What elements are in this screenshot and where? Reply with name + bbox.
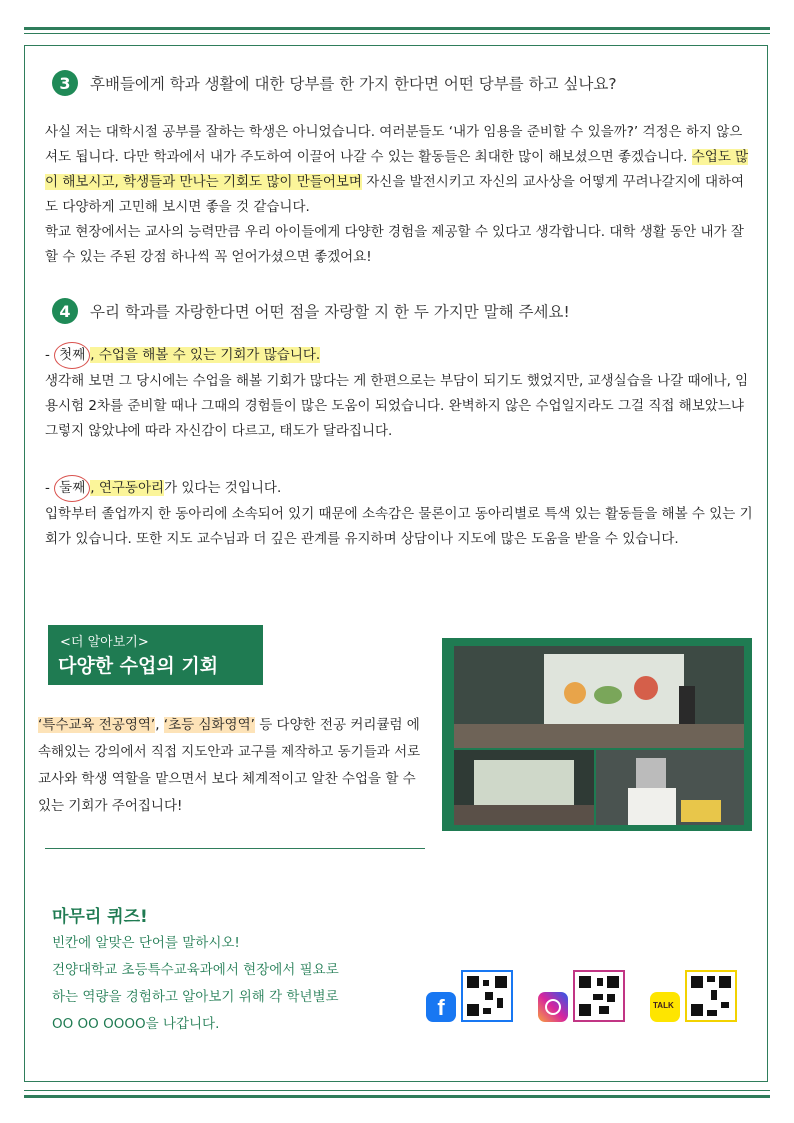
- answer-3: [45, 120, 755, 270]
- bottom-rule-thin: [24, 1090, 770, 1091]
- question-number-badge: 4: [52, 298, 78, 324]
- quiz-line: 빈칸에 알맞은 단어를 말하시오!: [52, 935, 240, 951]
- highlighted-text: , 수업을 해볼 수 있는 기회가 많습니다.: [90, 347, 321, 363]
- learn-more-body: 등 다양한 전공 커리큘럼 에 속해있는 강의에서 직접 지도안과 교구를 제작하고 동기들과 서로 교사와 학생 역할을 맡으면서 보다 체계적이고 알찬 수업을 할 수 있는 기회가 주어집니다!: [38, 717, 421, 814]
- top-rule: [24, 27, 770, 30]
- kakaotalk-qr-code[interactable]: [685, 970, 737, 1022]
- question-text: 우리 학과를 자랑한다면 어떤 점을 자랑할 지 한 두 가지만 말해 주세요!: [90, 303, 570, 321]
- point-heading: [45, 475, 755, 502]
- photo-classroom: [454, 646, 744, 748]
- highlight-tag: ‘초등 심화영역’: [163, 717, 255, 733]
- kakao-label: TALK: [653, 1001, 674, 1010]
- kakaotalk-icon[interactable]: [650, 992, 680, 1022]
- dash: -: [45, 480, 55, 496]
- bottom-rule: [24, 1095, 770, 1098]
- question-3-heading: [52, 70, 617, 96]
- answer-4-first: [45, 342, 755, 444]
- divider: [45, 848, 425, 849]
- top-rule-thin: [24, 33, 770, 34]
- quiz-body: [52, 930, 339, 1038]
- question-text: 후배들에게 학과 생활에 대한 당부를 한 가지 한다면 어떤 당부를 하고 싶나요?: [90, 75, 617, 93]
- quiz-line: OO OO OOOO을 나갑니다.: [52, 1016, 220, 1032]
- point-heading-text: 가 있다는 것입니다.: [164, 480, 282, 496]
- quiz-line: 하는 역량을 경험하고 알아보기 위해 각 학년별로: [52, 989, 339, 1005]
- dash: -: [45, 347, 55, 363]
- photo-presenter: [596, 750, 744, 825]
- circled-word: 첫째: [54, 342, 90, 369]
- highlighted-text: 수업도 많이 해보시고, 학생들과 만나는 기회도 많이 만들어보며: [45, 149, 749, 190]
- learn-more-title: 다양한 수업의 기회: [58, 655, 219, 677]
- point-body: 입학부터 졸업까지 한 동아리에 소속되어 있기 때문에 소속감은 물론이고 동아리별로 특색 있는 활동들을 해볼 수 있는 기회가 있습니다. 또한 지도 교수님과 더 깊은 관계를 유지하며 상담이나 지도에 많은 도움을 받을 수 있습니다.: [45, 506, 753, 547]
- answer-text: 사실 저는 대학시절 공부를 잘하는 학생은 아니었습니다. 여러분들도 ‘내가 임용을 준비할 수 있을까?’ 걱정은 하지 않으셔도 됩니다. 다만 학과에서 내가 주도하여 이끌어 나갈 수 있는 활동들은 최대한 많이 해보셨으면 좋겠습니다.: [45, 124, 743, 165]
- learn-more-label: <더 알아보기>: [60, 635, 149, 650]
- answer-paragraph: 학교 현장에서는 교사의 능력만큼 우리 아이들에게 다양한 경험을 제공할 수 있다고 생각합니다. 대학 생활 동안 내가 잘할 수 있는 주된 강점 하나씩 꼭 얻어가셨으면 좋겠어요!: [45, 224, 744, 265]
- highlight-tag: ‘특수교육 전공영역’: [38, 717, 156, 733]
- instagram-qr-code[interactable]: [573, 970, 625, 1022]
- separator: ,: [155, 717, 164, 733]
- highlighted-text: , 연구동아리: [90, 480, 165, 496]
- answer-4-second: [45, 475, 755, 552]
- quiz-line: 건양대학교 초등특수교육과에서 현장에서 필요로: [52, 962, 339, 978]
- quiz-title: 마무리 퀴즈!: [52, 907, 148, 927]
- learn-more-banner: [48, 625, 263, 685]
- instagram-icon[interactable]: [538, 992, 568, 1022]
- facebook-qr-code[interactable]: [461, 970, 513, 1022]
- point-body: 생각해 보면 그 당시에는 수업을 해볼 기회가 많다는 게 한편으로는 부담이 되기도 했었지만, 교생실습을 나갈 때에나, 임용시험 2차를 준비할 때나 그때의 경험들이 많은 도움이 되었습니다. 완벽하지 않은 수업일지라도 그걸 직접 해보았느냐 그렇지 않았냐에 따라 자신감이 다르고, 태도가 달라집니다.: [45, 373, 749, 439]
- facebook-icon[interactable]: f: [426, 992, 456, 1022]
- question-4-heading: [52, 298, 570, 324]
- question-number-badge: 3: [52, 70, 78, 96]
- answer-paragraph: [45, 120, 755, 220]
- learn-more-text: [38, 712, 428, 820]
- circled-word: 둘째: [54, 475, 90, 502]
- class-photo-collage: [442, 638, 752, 831]
- answer-text: 자신을 발전시키고 자신의 교사상을 어떻게 꾸려나갈지에 대하여도 다양하게 고민해 보시면 좋을 것 같습니다.: [45, 174, 745, 215]
- photo-students: [454, 750, 594, 825]
- point-heading: [45, 342, 755, 369]
